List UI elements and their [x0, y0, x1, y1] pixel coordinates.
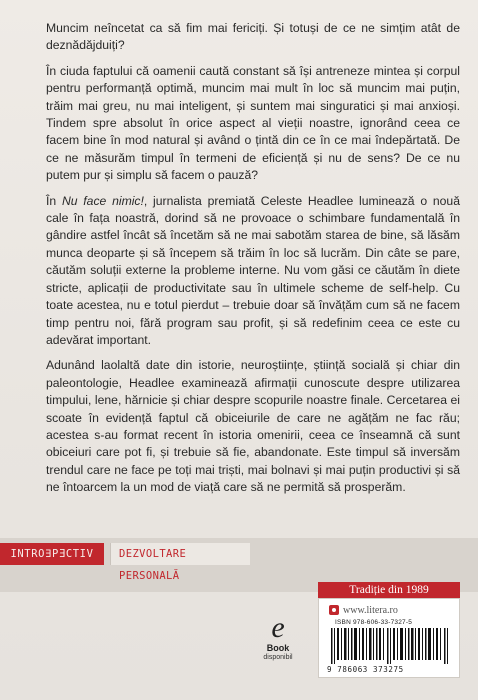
paragraph-2: În ciuda faptului că oamenii caută constant să își antreneze mintea și corpul pentru performanță optimă, muncim mai mult în loc să muncim mai puțin, trăim mai greu, nu mai inteligent, și suntem mai singuratici și mai anxioși. Tindem spre absolut în orice aspect al vieții noastre, ignorând ceea ce facem bine în mod natural și având o țintă din ce în ce mai îndepărtată. De ce ne măsurăm timpul în termeni de eficiență și nu de sens? De ce nu putem pur și simplu să facem o pauză? [46, 63, 460, 183]
barcode-icon [331, 628, 449, 664]
ebook-icon: e [271, 611, 285, 644]
paragraph-3 [46, 193, 460, 350]
paragraph-3-rest: , jurnalista premiată Celeste Headlee luminează o nouă cale în fața noastră, dorind să ne provoace o schimbare fundamentală în gândire astfel încât să încetăm să ne mai sabotăm starea de bine, să lăsăm munca deoparte și să începem să trăim în loc să lucrăm. Din câte se pare, căutăm soluții externe la probleme interne. Nu vom găsi ce căutăm în diete stricte, aplicații de productivitate sau în ultimele scheme de self-help. Cu toate acestea, nu e totul pierdut – trebuie doar să învățăm cum să ne facem timp pentru noi, fără program sau profit, și să redefinim ceea ce este cu adevărat important. [46, 193, 460, 347]
collection-tag-dezvoltare: DEZVOLTARE PERSONALĂ [110, 543, 250, 565]
publisher-site-row [329, 603, 398, 617]
tradition-label: Tradiție din 1989 [318, 582, 460, 598]
ebook-subtitle: disponibil [263, 654, 293, 661]
paragraph-1: Muncim neîncetat ca să fim mai fericiți. Și totuși de ce ne simțim atât de deznădăjduiți? [46, 21, 460, 53]
paragraph-3-prefix: În [46, 193, 62, 208]
blurb-text [46, 20, 460, 505]
collection-tag-introspectiv: INTRO∃PƎCTIV [0, 543, 104, 565]
paragraph-4: Adunând laolaltă date din istorie, neuroștiințe, știință socială și chiar din paleontologie, Headlee examinează afirmații cunoscute despre utilizarea timpului, lene, hărnicie și chiar despre scopurile noastre finale. Cercetarea ei scoate în evidență faptul că obiceiurile de care ne agățăm ne fac rău; acestea s-au format recent în istoria omenirii, ceea ce înseamnă că sunt obiceiuri care pot fi, și trebuie să fie, abandonate. Este timpul să inversăm trendul care ne face pe toți mai triști, mai bolnavi și mai puțin productivi și să ne întoarcem la un mod de viață care să ne permită să prosperăm. [46, 358, 460, 495]
litera-logo-icon [329, 605, 339, 615]
book-title: Nu face nimic! [61, 193, 144, 208]
ebook-title: Book [266, 643, 290, 653]
barcode-number: 9 786063 373275 [327, 665, 404, 674]
barcode-box [318, 598, 460, 678]
publisher-site: www.litera.ro [343, 604, 398, 616]
isbn-label: ISBN 978-606-33-7327-5 [335, 619, 413, 626]
ebook-badge [258, 613, 298, 662]
